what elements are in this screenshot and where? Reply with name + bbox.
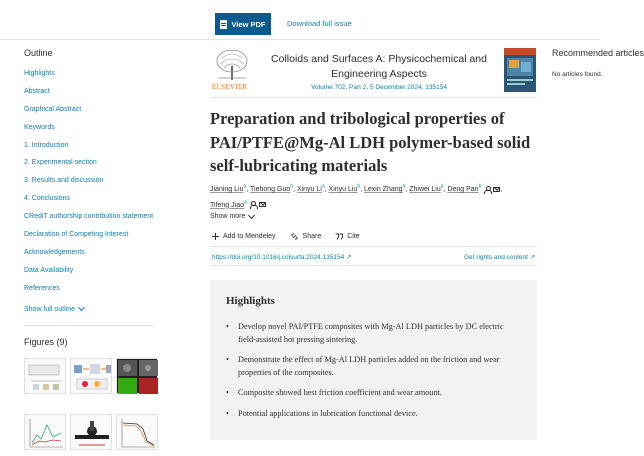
figure-thumbnail-4[interactable]: [24, 414, 66, 450]
highlight-item: • Develop novel PAI/PTFE composites with Mg-Al LDH particles by DC electric field-assisted hot pressing sintering.: [226, 321, 521, 346]
share-button[interactable]: [290, 233, 322, 240]
author-affiliation[interactable]: a: [321, 184, 325, 190]
figure-thumbnail-1[interactable]: [24, 358, 66, 394]
figure-thumbnail-2[interactable]: [70, 358, 112, 394]
article-actions: [212, 233, 360, 240]
download-full-issue-link[interactable]: Download full issue: [287, 19, 352, 28]
author-list: [210, 181, 540, 212]
highlights-list: [226, 321, 521, 420]
outline-item-credit[interactable]: CRediT authorship contribution statement: [24, 213, 154, 221]
outline-item-conclusions[interactable]: 4. Conclusions: [24, 195, 70, 203]
author-link-zhiwei-liu[interactable]: Zhiwei Liu: [409, 186, 441, 194]
author-affiliation[interactable]: a: [243, 184, 247, 190]
rights-label: Get rights and content: [464, 254, 528, 261]
author-affiliation[interactable]: b: [357, 184, 361, 190]
add-to-mendeley-label: Add to Mendeley: [223, 233, 276, 240]
email-icon[interactable]: [259, 202, 266, 207]
outline-item-highlights[interactable]: Highlights: [24, 70, 55, 77]
author-link-tiehong-guo[interactable]: Tiehong Guo: [250, 186, 291, 194]
author-link-xinyu-liu[interactable]: Xinyu Liu: [328, 186, 358, 194]
chevron-down-icon: [248, 211, 255, 218]
plus-icon: [212, 233, 219, 240]
figure-thumbnail-6[interactable]: [116, 414, 158, 450]
author-link-jianing-liu[interactable]: Jianing Liu: [210, 186, 244, 194]
author-separator: ,: [246, 186, 249, 194]
outline-item-data-availability[interactable]: Data Availability: [24, 266, 74, 274]
show-more-label: Show more: [210, 213, 246, 220]
cite-button[interactable]: [335, 233, 359, 240]
author-link-lexin-zhang[interactable]: Lexin Zhang: [364, 186, 403, 194]
highlight-item: • Demonstrate the effect of Mg-Al LDH particles added on the friction and wear properties of the composites.: [226, 354, 521, 379]
recommended-empty-text: No articles found.: [552, 71, 603, 78]
cite-label: Cite: [347, 233, 360, 240]
journal-volume-link[interactable]: Volume 702, Part 2, 5 December 2024, 135154: [311, 84, 447, 91]
outline-item-keywords[interactable]: Keywords: [24, 123, 55, 131]
get-rights-link[interactable]: [464, 253, 535, 261]
journal-cover-image[interactable]: [504, 48, 536, 92]
author-separator: ,: [324, 186, 327, 194]
author-affiliation[interactable]: a: [243, 199, 247, 206]
author-affiliation[interactable]: a: [402, 184, 406, 190]
outline-item-introduction[interactable]: 1. Introduction: [24, 141, 69, 149]
doi-divider: [210, 265, 537, 266]
doi-link[interactable]: [212, 253, 352, 261]
show-full-outline-button[interactable]: [24, 306, 184, 313]
highlight-item: • Potential applications in lubrication functional device.: [226, 408, 521, 421]
sidebar-divider: [24, 325, 154, 326]
author-affiliation[interactable]: b: [290, 184, 294, 190]
highlights-box: [210, 280, 537, 440]
outline-item-graphical-abstract[interactable]: Graphical Abstract: [24, 105, 82, 113]
view-pdf-label: View PDF: [231, 19, 266, 29]
outline-sidebar: [24, 48, 184, 347]
external-link-icon: ↗: [346, 254, 352, 261]
figures-title: Figures (9): [24, 336, 68, 347]
outline-item-abstract[interactable]: Abstract: [24, 87, 50, 95]
elsevier-wordmark: ELSEVIER: [212, 83, 248, 91]
quote-icon: [335, 233, 343, 240]
author-separator: ,: [443, 186, 446, 194]
figure-thumbnail-3[interactable]: [116, 358, 158, 394]
outline-item-competing-interest[interactable]: Declaration of Competing Interest: [24, 231, 129, 239]
show-full-outline-label: Show full outline: [24, 305, 75, 313]
highlight-item: • Composite showed best friction coefficient and wear amount.: [226, 387, 521, 400]
view-pdf-button[interactable]: [215, 13, 271, 35]
share-icon: [290, 233, 299, 240]
outline-item-experimental[interactable]: 2. Experimental section: [24, 159, 97, 167]
outline-title: Outline: [24, 48, 53, 58]
author-link-xinyu-li[interactable]: Xinyu Li: [296, 186, 322, 194]
author-separator: ,: [500, 186, 503, 194]
email-icon[interactable]: [493, 186, 503, 194]
highlights-title: Highlights: [226, 295, 275, 307]
outline-item-references[interactable]: References: [24, 284, 60, 292]
actions-divider: [210, 246, 537, 247]
author-separator: ,: [293, 186, 295, 194]
author-profile-icon[interactable]: [484, 186, 490, 193]
author-profile-icon[interactable]: [250, 201, 256, 208]
recommended-articles-title: Recommended articles: [552, 48, 644, 58]
external-link-icon: ↗: [529, 254, 536, 261]
pdf-icon: [220, 20, 227, 29]
author-affiliation[interactable]: a: [440, 184, 444, 190]
outline-item-results[interactable]: 3. Results and discussion: [24, 177, 104, 185]
author-separator: ,: [360, 186, 363, 194]
article-title: Preparation and tribological properties of PAI/PTFE@Mg-Al LDH polymer-based solid self-lubricating materials: [210, 109, 531, 175]
author-group-1: [210, 186, 502, 208]
top-toolbar: [0, 0, 600, 40]
journal-title-link[interactable]: Colloids and Surfaces A: Physicochemical and Engineering Aspects: [271, 53, 487, 80]
figure-thumbnail-5[interactable]: [70, 414, 112, 450]
author-link-deng-pan[interactable]: Deng Pan: [447, 186, 479, 194]
show-more-button[interactable]: [210, 213, 254, 220]
author-separator: ,: [405, 186, 408, 194]
header-divider: [210, 97, 537, 98]
doi-label: https://doi.org/10.1016/j.colsurfa.2024.135154: [212, 254, 345, 261]
author-link-tifeng-jiao[interactable]: Tifeng Jiao: [210, 201, 244, 209]
outline-item-acknowledgements[interactable]: Acknowledgements: [24, 248, 85, 256]
chevron-down-icon: [78, 304, 85, 311]
share-label: Share: [302, 233, 322, 240]
outline-list: [24, 69, 184, 302]
add-to-mendeley-button[interactable]: [212, 233, 276, 240]
author-affiliation[interactable]: b: [478, 184, 482, 190]
